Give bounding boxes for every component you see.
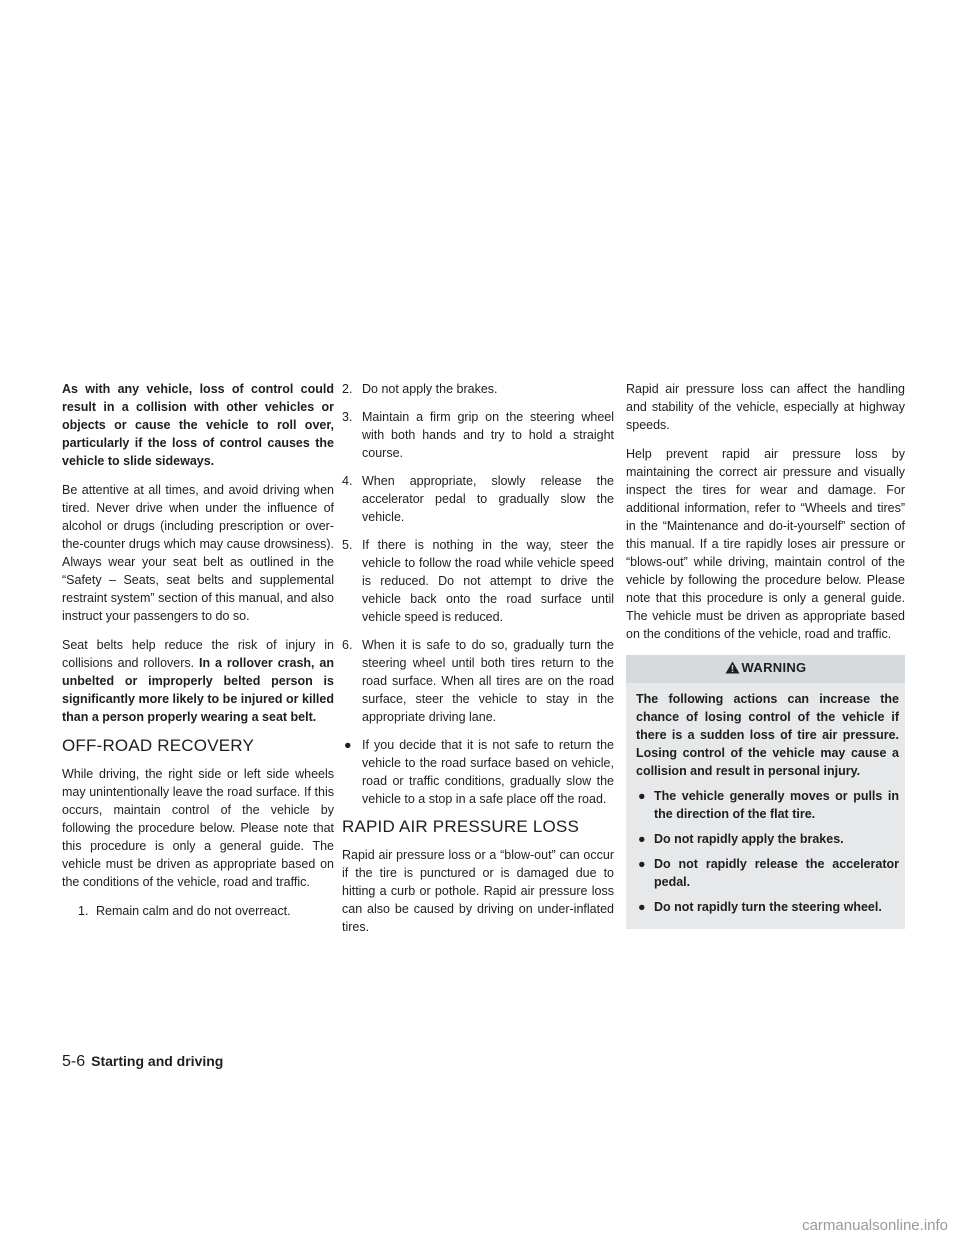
off-road-paragraph: While driving, the right side or left side wheels may unintentionally leave the road surface. If this occurs, maintain control of the vehicle by following the procedure below. Please note that this procedure is only a general guide. The vehicle must be driven as appropriate based on the conditions of the vehicle, road and traffic. — [62, 767, 334, 889]
bullet-text: The vehicle generally moves or pulls in the direction of the flat tire. — [654, 789, 899, 821]
bullet-icon: ● — [638, 900, 646, 914]
step-5 — [342, 536, 614, 626]
page-number: 5-6 — [62, 1053, 86, 1070]
step-2 — [342, 380, 614, 398]
bullet-text: If you decide that it is not safe to return the vehicle to the road surface based on vehicle, road or traffic conditions, gradually slow the vehicle to a stop in a safe place off the road. — [362, 738, 614, 806]
list-item — [636, 855, 899, 891]
intro-warning-text: As with any vehicle, loss of control could result in a collision with other vehicles or objects or cause the vehicle to roll over, particularly if the loss of control causes the vehicle to slide sideways. — [62, 382, 334, 468]
bullet-text: Do not rapidly apply the brakes. — [654, 832, 844, 846]
step-text: Remain calm and do not overreact. — [96, 904, 291, 918]
list-item — [636, 898, 899, 916]
step-4 — [342, 472, 614, 526]
warning-box — [626, 655, 905, 929]
bullet-icon: ● — [344, 738, 352, 752]
step-number: 3. — [342, 410, 353, 424]
list-item — [636, 830, 899, 848]
step-3 — [342, 408, 614, 462]
bullet-icon: ● — [638, 832, 646, 846]
attentive-paragraph: Be attentive at all times, and avoid driving when tired. Never drive when under the influence of alcohol or drugs (including prescription or over-the-counter drugs which may cause drowsiness). Always wear your seat belt as outlined in the “Safety – Seats, seat belts and supplemental restraint system” section of this manual, and also instruct your passengers to do so. — [62, 483, 334, 623]
step-number: 6. — [342, 638, 353, 652]
step-text: When it is safe to do so, gradually turn the steering wheel until both tires return to the road surface. When all tires are on the road surface, steer the vehicle to stay in the appropriate driving lane. — [362, 638, 614, 724]
step-number: 5. — [342, 538, 353, 552]
warning-body — [626, 683, 905, 929]
bullet-text: Do not rapidly turn the steering wheel. — [654, 900, 882, 914]
section-heading-off-road: OFF-ROAD RECOVERY — [62, 736, 254, 755]
watermark: carmanualsonline.info — [802, 1217, 948, 1234]
bullet-icon: ● — [638, 857, 646, 871]
bullet-icon: ● — [638, 789, 646, 803]
page-footer — [62, 1053, 223, 1071]
step-text: Maintain a firm grip on the steering wheel with both hands and try to hold a straight course. — [362, 410, 614, 460]
step-6 — [342, 636, 614, 726]
step-number: 1. — [78, 904, 89, 918]
seat-belt-text: Seat belts help reduce the risk of injury in collisions and rollovers. — [62, 638, 334, 670]
step-1 — [62, 902, 334, 920]
prevention-paragraph: Help prevent rapid air pressure loss by maintaining the correct air pressure and visually inspect the tires for wear and damage. For additional information, refer to “Wheels and tires” in the “Maintenance and do-it-yourself” section of this manual. If a tire rapidly loses air pressure or “blows-out” while driving, maintain control of the vehicle by following the procedure below. Please note that this procedure is only a general guide. The vehicle must be driven as appropriate based on the conditions of the vehicle, road and traffic. — [626, 447, 905, 641]
column-right — [626, 380, 905, 929]
step-text: Do not apply the brakes. — [362, 382, 498, 396]
step-text: If there is nothing in the way, steer the vehicle to follow the road while vehicle speed is reduced. Do not attempt to drive the vehicle back onto the road surface until vehicle speed is reduced. — [362, 538, 614, 624]
seat-belt-paragraph — [62, 636, 334, 726]
step-number: 4. — [342, 474, 353, 488]
handling-paragraph: Rapid air pressure loss can affect the handling and stability of the vehicle, especially at highway speeds. — [626, 382, 905, 432]
section-title: Starting and driving — [91, 1053, 224, 1069]
column-left — [62, 380, 334, 930]
step-number: 2. — [342, 382, 353, 396]
rollover-warning-text: In a rollover crash, an unbelted or improperly belted person is significantly more likely to be injured or killed than a person properly wearing a seat belt. — [62, 656, 335, 724]
warning-header — [626, 655, 905, 683]
bullet-text: Do not rapidly release the accelerator pedal. — [654, 857, 899, 889]
warning-triangle-icon — [725, 661, 740, 679]
list-item — [636, 787, 899, 823]
column-middle — [342, 380, 614, 947]
list-item — [342, 736, 614, 808]
section-heading-rapid-air: RAPID AIR PRESSURE LOSS — [342, 817, 580, 836]
warning-intro: The following actions can increase the chance of losing control of the vehicle if there is a sudden loss of tire air pressure. Losing control of the vehicle may cause a collision and result in personal injury. — [636, 692, 899, 778]
step-text: When appropriate, slowly release the accelerator pedal to gradually slow the vehicle. — [362, 474, 614, 524]
warning-title: WARNING — [741, 660, 807, 675]
rapid-air-paragraph: Rapid air pressure loss or a “blow-out” can occur if the tire is punctured or is damaged due to hitting a curb or pothole. Rapid air pressure loss can also be caused by driving on under-inflated tires. — [342, 848, 614, 934]
